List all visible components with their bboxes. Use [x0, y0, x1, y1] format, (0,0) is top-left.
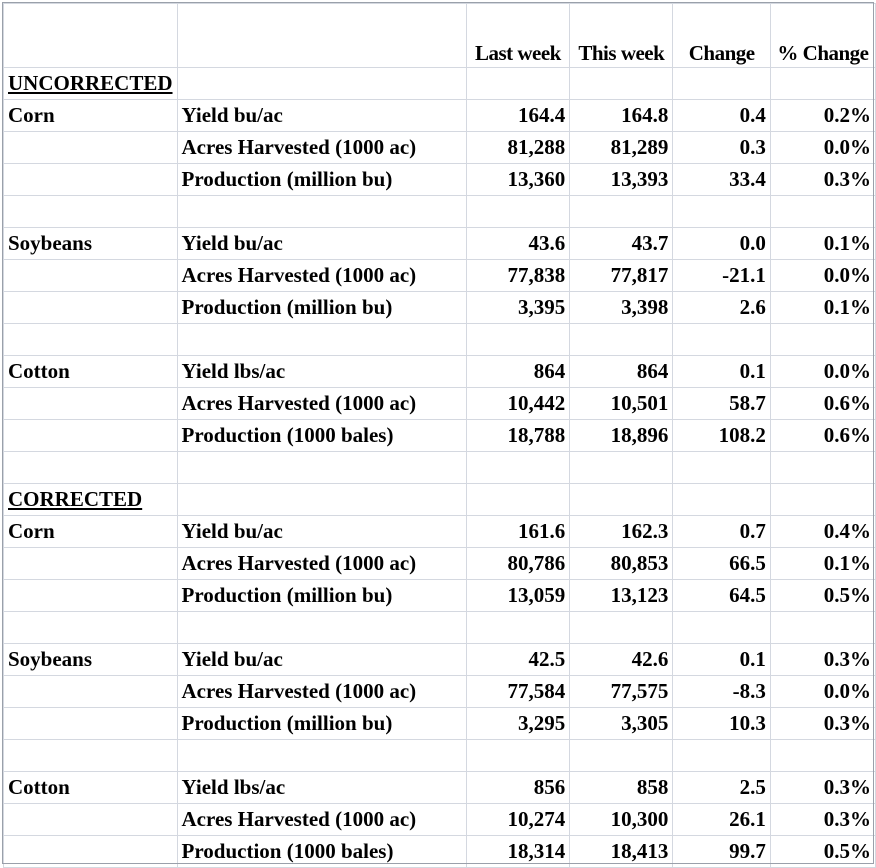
empty-cell[interactable]: [673, 68, 771, 100]
table-row: [4, 100, 876, 132]
header-this-week[interactable]: This week: [570, 4, 673, 68]
pct-change-value[interactable]: 0.3%: [770, 772, 875, 804]
empty-cell[interactable]: [4, 196, 178, 228]
pct-change-value[interactable]: 0.1%: [770, 548, 875, 580]
this-week-value[interactable]: 42.6: [570, 644, 673, 676]
blank-row: [4, 196, 876, 228]
empty-cell[interactable]: [770, 452, 875, 484]
empty-cell[interactable]: [466, 612, 570, 644]
this-week-value[interactable]: 10,300: [570, 804, 673, 836]
table-row: [4, 260, 876, 292]
empty-cell[interactable]: [4, 324, 178, 356]
empty-cell[interactable]: [4, 708, 178, 740]
empty-cell[interactable]: [4, 580, 178, 612]
pct-change-value[interactable]: 0.1%: [770, 228, 875, 260]
last-week-value[interactable]: 77,584: [466, 676, 570, 708]
header-pct-change[interactable]: % Change: [770, 4, 875, 68]
change-value[interactable]: 66.5: [673, 548, 771, 580]
empty-cell[interactable]: [4, 164, 178, 196]
empty-cell[interactable]: [673, 324, 771, 356]
metric-label[interactable]: Acres Harvested (1000 ac): [177, 804, 466, 836]
metric-label[interactable]: Yield bu/ac: [177, 100, 466, 132]
table-row: [4, 836, 876, 868]
last-week-value[interactable]: 10,274: [466, 804, 570, 836]
empty-cell[interactable]: [466, 196, 570, 228]
empty-cell[interactable]: [4, 388, 178, 420]
change-value[interactable]: 64.5: [673, 580, 771, 612]
empty-cell[interactable]: [570, 612, 673, 644]
section-title-row: [4, 68, 876, 100]
empty-cell[interactable]: [466, 484, 570, 516]
change-value[interactable]: 33.4: [673, 164, 771, 196]
empty-cell[interactable]: [177, 484, 466, 516]
crop-name[interactable]: Soybeans: [4, 228, 178, 260]
this-week-value[interactable]: 864: [570, 356, 673, 388]
metric-label[interactable]: Acres Harvested (1000 ac): [177, 388, 466, 420]
empty-cell[interactable]: [4, 836, 178, 868]
header-row: [4, 4, 876, 68]
empty-cell[interactable]: [177, 452, 466, 484]
pct-change-value[interactable]: 0.6%: [770, 420, 875, 452]
this-week-value[interactable]: 18,413: [570, 836, 673, 868]
empty-cell[interactable]: [177, 68, 466, 100]
pct-change-value[interactable]: 0.5%: [770, 836, 875, 868]
section-title[interactable]: CORRECTED: [4, 484, 178, 516]
metric-label[interactable]: Acres Harvested (1000 ac): [177, 260, 466, 292]
last-week-value[interactable]: 43.6: [466, 228, 570, 260]
change-value[interactable]: 0.1: [673, 356, 771, 388]
change-value[interactable]: -21.1: [673, 260, 771, 292]
change-value[interactable]: 10.3: [673, 708, 771, 740]
empty-cell[interactable]: [177, 196, 466, 228]
change-value[interactable]: 0.7: [673, 516, 771, 548]
change-value[interactable]: 2.5: [673, 772, 771, 804]
empty-cell[interactable]: [4, 804, 178, 836]
metric-label[interactable]: Yield bu/ac: [177, 228, 466, 260]
pct-change-value[interactable]: 0.0%: [770, 356, 875, 388]
change-value[interactable]: 0.0: [673, 228, 771, 260]
this-week-value[interactable]: 3,398: [570, 292, 673, 324]
pct-change-value[interactable]: 0.0%: [770, 260, 875, 292]
section-title-row: [4, 484, 876, 516]
table-row: [4, 580, 876, 612]
table-row: [4, 516, 876, 548]
this-week-value[interactable]: 77,575: [570, 676, 673, 708]
section-title[interactable]: UNCORRECTED: [4, 68, 178, 100]
blank-row: [4, 324, 876, 356]
table-row: [4, 164, 876, 196]
last-week-value[interactable]: 864: [466, 356, 570, 388]
metric-label[interactable]: Yield bu/ac: [177, 516, 466, 548]
metric-label[interactable]: Acres Harvested (1000 ac): [177, 676, 466, 708]
header-last-week[interactable]: Last week: [466, 4, 570, 68]
this-week-value[interactable]: 162.3: [570, 516, 673, 548]
empty-cell[interactable]: [673, 740, 771, 772]
last-week-value[interactable]: 3,295: [466, 708, 570, 740]
empty-cell[interactable]: [177, 740, 466, 772]
blank-row: [4, 612, 876, 644]
metric-label[interactable]: Production (1000 bales): [177, 836, 466, 868]
table-row: [4, 292, 876, 324]
metric-label[interactable]: Production (million bu): [177, 580, 466, 612]
empty-cell[interactable]: [177, 324, 466, 356]
last-week-value[interactable]: 18,788: [466, 420, 570, 452]
metric-label[interactable]: Production (million bu): [177, 164, 466, 196]
crop-name[interactable]: Corn: [4, 516, 178, 548]
change-value[interactable]: 108.2: [673, 420, 771, 452]
pct-change-value[interactable]: 0.0%: [770, 676, 875, 708]
this-week-value[interactable]: 43.7: [570, 228, 673, 260]
pct-change-value[interactable]: 0.0%: [770, 132, 875, 164]
last-week-value[interactable]: 42.5: [466, 644, 570, 676]
metric-label[interactable]: Yield bu/ac: [177, 644, 466, 676]
table-row: [4, 356, 876, 388]
empty-cell[interactable]: [4, 548, 178, 580]
this-week-value[interactable]: 18,896: [570, 420, 673, 452]
table-row: [4, 548, 876, 580]
metric-label[interactable]: Production (million bu): [177, 708, 466, 740]
this-week-value[interactable]: 858: [570, 772, 673, 804]
empty-cell[interactable]: [570, 484, 673, 516]
table-row: [4, 772, 876, 804]
empty-cell[interactable]: [673, 452, 771, 484]
pct-change-value[interactable]: 0.3%: [770, 644, 875, 676]
empty-cell[interactable]: [673, 612, 771, 644]
change-value[interactable]: 99.7: [673, 836, 771, 868]
empty-cell[interactable]: [4, 260, 178, 292]
empty-cell[interactable]: [770, 68, 875, 100]
empty-cell[interactable]: [770, 740, 875, 772]
change-value[interactable]: 26.1: [673, 804, 771, 836]
empty-cell[interactable]: [770, 484, 875, 516]
this-week-value[interactable]: 164.8: [570, 100, 673, 132]
this-week-value[interactable]: 3,305: [570, 708, 673, 740]
empty-cell[interactable]: [466, 740, 570, 772]
empty-cell[interactable]: [770, 612, 875, 644]
empty-cell[interactable]: [4, 420, 178, 452]
empty-cell[interactable]: [770, 196, 875, 228]
this-week-value[interactable]: 81,289: [570, 132, 673, 164]
empty-cell[interactable]: [4, 676, 178, 708]
empty-cell[interactable]: [4, 292, 178, 324]
crop-estimates-table: [3, 3, 876, 868]
header-blank-cell[interactable]: [4, 4, 178, 68]
last-week-value[interactable]: 164.4: [466, 100, 570, 132]
this-week-value[interactable]: 80,853: [570, 548, 673, 580]
last-week-value[interactable]: 10,442: [466, 388, 570, 420]
change-value[interactable]: 0.3: [673, 132, 771, 164]
table-body: [4, 4, 876, 868]
empty-cell[interactable]: [466, 68, 570, 100]
empty-cell[interactable]: [177, 612, 466, 644]
this-week-value[interactable]: 10,501: [570, 388, 673, 420]
last-week-value[interactable]: 18,314: [466, 836, 570, 868]
last-week-value[interactable]: 161.6: [466, 516, 570, 548]
pct-change-value[interactable]: 0.1%: [770, 292, 875, 324]
table-row: [4, 708, 876, 740]
metric-label[interactable]: Production (million bu): [177, 292, 466, 324]
last-week-value[interactable]: 3,395: [466, 292, 570, 324]
metric-label[interactable]: Acres Harvested (1000 ac): [177, 132, 466, 164]
table-row: [4, 644, 876, 676]
empty-cell[interactable]: [466, 324, 570, 356]
header-change[interactable]: Change: [673, 4, 771, 68]
empty-cell[interactable]: [570, 324, 673, 356]
blank-row: [4, 452, 876, 484]
table-row: [4, 804, 876, 836]
this-week-value[interactable]: 13,123: [570, 580, 673, 612]
pct-change-value[interactable]: 0.3%: [770, 804, 875, 836]
metric-label[interactable]: Production (1000 bales): [177, 420, 466, 452]
crop-name[interactable]: Soybeans: [4, 644, 178, 676]
last-week-value[interactable]: 81,288: [466, 132, 570, 164]
empty-cell[interactable]: [570, 68, 673, 100]
header-blank-cell[interactable]: [177, 4, 466, 68]
change-value[interactable]: 0.1: [673, 644, 771, 676]
metric-label[interactable]: Acres Harvested (1000 ac): [177, 548, 466, 580]
empty-cell[interactable]: [673, 196, 771, 228]
metric-label[interactable]: Yield lbs/ac: [177, 356, 466, 388]
change-value[interactable]: 2.6: [673, 292, 771, 324]
pct-change-value[interactable]: 0.4%: [770, 516, 875, 548]
change-value[interactable]: 0.4: [673, 100, 771, 132]
empty-cell[interactable]: [570, 452, 673, 484]
change-value[interactable]: -8.3: [673, 676, 771, 708]
empty-cell[interactable]: [466, 452, 570, 484]
table-row: [4, 132, 876, 164]
pct-change-value[interactable]: 0.3%: [770, 708, 875, 740]
last-week-value[interactable]: 13,360: [466, 164, 570, 196]
this-week-value[interactable]: 77,817: [570, 260, 673, 292]
pct-change-value[interactable]: 0.2%: [770, 100, 875, 132]
change-value[interactable]: 58.7: [673, 388, 771, 420]
empty-cell[interactable]: [770, 324, 875, 356]
table-row: [4, 388, 876, 420]
empty-cell[interactable]: [4, 132, 178, 164]
last-week-value[interactable]: 80,786: [466, 548, 570, 580]
empty-cell[interactable]: [4, 452, 178, 484]
empty-cell[interactable]: [673, 484, 771, 516]
last-week-value[interactable]: 856: [466, 772, 570, 804]
table-row: [4, 676, 876, 708]
table-row: [4, 420, 876, 452]
empty-cell[interactable]: [570, 196, 673, 228]
empty-cell[interactable]: [570, 740, 673, 772]
empty-cell[interactable]: [4, 612, 178, 644]
last-week-value[interactable]: 13,059: [466, 580, 570, 612]
blank-row: [4, 740, 876, 772]
table-row: [4, 228, 876, 260]
pct-change-value[interactable]: 0.5%: [770, 580, 875, 612]
this-week-value[interactable]: 13,393: [570, 164, 673, 196]
crop-name[interactable]: Cotton: [4, 772, 178, 804]
metric-label[interactable]: Yield lbs/ac: [177, 772, 466, 804]
last-week-value[interactable]: 77,838: [466, 260, 570, 292]
crop-name[interactable]: Corn: [4, 100, 178, 132]
pct-change-value[interactable]: 0.3%: [770, 164, 875, 196]
crop-name[interactable]: Cotton: [4, 356, 178, 388]
pct-change-value[interactable]: 0.6%: [770, 388, 875, 420]
empty-cell[interactable]: [4, 740, 178, 772]
